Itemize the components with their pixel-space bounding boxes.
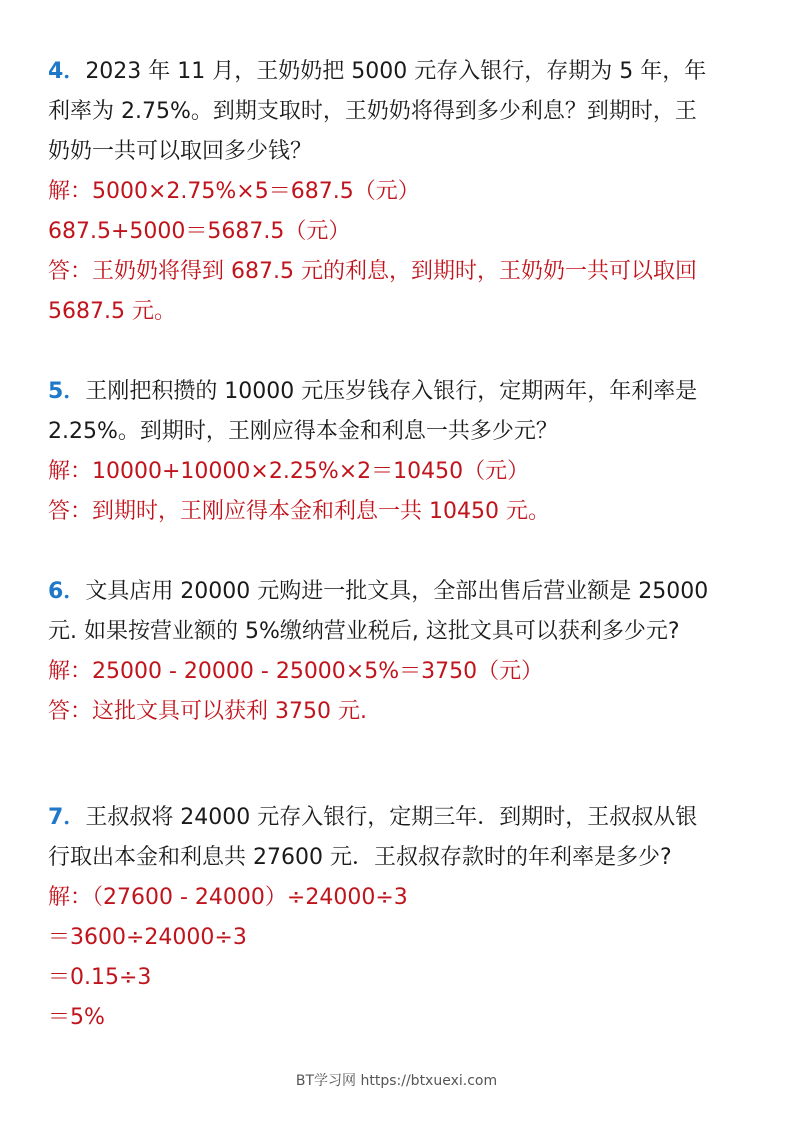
question-line [48, 372, 748, 412]
answer-line: 答：到期时，王刚应得本金和利息一共 10450 元。 [48, 499, 550, 524]
solution-line: 解：10000+10000×2.25%×2＝10450（元） [48, 459, 530, 484]
answer-line: 答：王奶奶将得到 687.5 元的利息，到期时，王奶奶一共可以取回 [48, 259, 697, 284]
question-text: 文具店用 20000 元购进一批文具，全部出售后营业额是 25000 [85, 579, 709, 604]
page-footer: BT学习网 https://btxuexi.com [295, 1073, 498, 1089]
problem-number: 5． [48, 379, 86, 404]
solution-line: 687.5+5000＝5687.5（元） [48, 219, 351, 244]
question-line [48, 572, 748, 612]
solution-line: 解：5000×2.75%×5＝687.5（元） [48, 179, 420, 204]
question-line: 奶奶一共可以取回多少钱？ [48, 139, 313, 164]
problem-6 [48, 572, 748, 732]
question-line: 元. 如果按营业额的 5%缴纳营业税后, 这批文具可以获利多少元? [48, 619, 680, 644]
spacer [48, 732, 748, 798]
question-text: 王叔叔将 24000 元存入银行，定期三年．到期时，王叔叔从银 [85, 805, 698, 830]
answer-line: 5687.5 元。 [48, 299, 176, 324]
spacer [48, 332, 748, 372]
question-text: 王刚把积攒的 10000 元压岁钱存入银行，定期两年，年利率是 [85, 379, 698, 404]
problem-number: 6． [48, 579, 86, 604]
problem-number: 4． [48, 59, 86, 84]
question-line: 利率为 2.75%。到期支取时，王奶奶将得到多少利息？到期时，王 [48, 99, 697, 124]
spacer [48, 532, 748, 572]
solution-line: ＝0.15÷3 [48, 965, 152, 990]
question-line: 2.25%。到期时，王刚应得本金和利息一共多少元？ [48, 419, 558, 444]
question-line [48, 52, 748, 92]
question-line: 行取出本金和利息共 27600 元．王叔叔存款时的年利率是多少? [48, 845, 672, 870]
problem-7 [48, 798, 748, 1038]
question-line [48, 798, 748, 838]
problem-5 [48, 372, 748, 532]
question-text: 2023 年 11 月，王奶奶把 5000 元存入银行，存期为 5 年，年 [85, 59, 707, 84]
problem-4 [48, 52, 748, 332]
solution-line: 解：25000 - 20000 - 25000×5%＝3750（元） [48, 659, 544, 684]
solution-line: ＝3600÷24000÷3 [48, 925, 247, 950]
worksheet-page [48, 52, 748, 1038]
problem-number: 7． [48, 805, 86, 830]
solution-line: 解：（27600 - 24000）÷24000÷3 [48, 885, 408, 910]
answer-line: 答：这批文具可以获利 3750 元. [48, 699, 367, 724]
solution-line: ＝5% [48, 1005, 105, 1030]
